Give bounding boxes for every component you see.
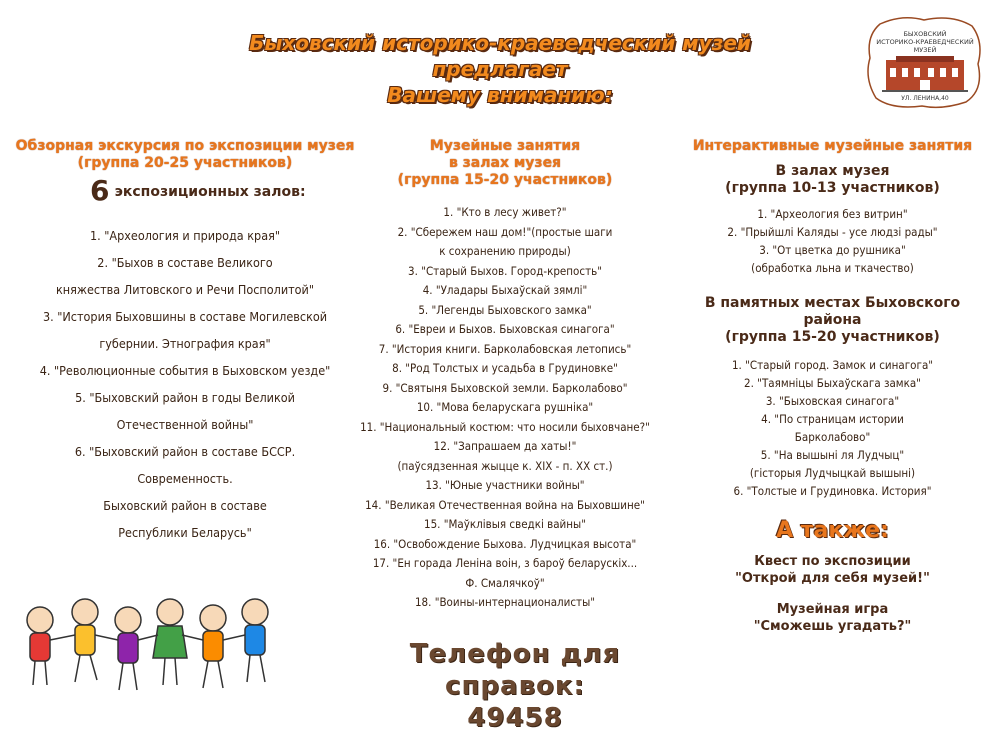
tour-header-2: (группа 20-25 участников) (77, 155, 293, 171)
halls-line (15, 174, 355, 208)
museum-lesson-item: 1. "Археология без витрин" (757, 207, 908, 221)
column-tour (15, 138, 355, 546)
hall-item: Современность. (137, 471, 233, 486)
hall-item: Отечественной войны" (116, 417, 254, 432)
sub2-title: В памятных местах Быховского района (704, 295, 961, 328)
lesson-item: 17. "Ен горада Леніна воін, з бароў беларускіх... (372, 556, 638, 570)
sub1-list (675, 205, 990, 277)
title-line-1: Быховский историко-краеведческий музей предлагает (249, 31, 751, 81)
hall-item: губернии. Этнография края" (99, 336, 271, 351)
museum-lesson-item: 2. "Прыйшлі Каляды - усе людзі рады" (727, 225, 938, 239)
phone-label: Телефон для справок: (409, 639, 621, 701)
hall-item: 1. "Археология и природа края" (89, 228, 281, 243)
lesson-item: (паўсядзенная жыцце к. XIX - п. XX ст.) (397, 458, 613, 473)
logo-address: УЛ. ЛЕНИНА,40 (901, 95, 949, 102)
lesson-item: 13. "Юные участники войны" (425, 478, 585, 492)
excursion-item: 3. "Быховская синагога" (765, 394, 900, 408)
museum-logo-icon (862, 12, 987, 112)
museum-lesson-item: (обработка льна и ткачество) (751, 261, 914, 275)
lesson-item: 16. "Освобождение Быхова. Лудчицкая высота" (373, 536, 637, 551)
excursion-item: Барколабово" (794, 430, 871, 444)
phone-block (355, 638, 675, 734)
game-line-2: "Сможешь угадать?" (753, 619, 912, 634)
quest-line-2: "Открой для себя музей!" (735, 571, 930, 586)
sub2-list (675, 356, 990, 500)
excursion-item: 2. "Таямніцы Быхаўскага замка" (744, 376, 921, 390)
logo-line-2: ИСТОРИКО-КРАЕВЕДЧЕСКИЙ (876, 38, 974, 46)
lesson-item: 5. "Легенды Быховского замка" (418, 302, 592, 317)
lesson-item: 1. "Кто в лесу живет?" (443, 205, 567, 219)
column-interactive (675, 138, 990, 635)
lesson-item: 6. "Евреи и Быхов. Быховская синагога" (395, 322, 615, 336)
hall-item: 3. "История Быховшины в составе Могилевской (42, 309, 328, 324)
lesson-item: 12. "Запрашаем да хаты!" (433, 439, 577, 453)
column-lessons (355, 138, 655, 613)
also-heading: А также: (776, 518, 889, 543)
lessons-header-2: в залах музея (448, 155, 562, 171)
page-title (200, 30, 800, 108)
tour-header-1: Обзорная экскурсия по экспозиции музея (15, 138, 355, 154)
game-line-1: Музейная игра (776, 602, 889, 617)
lessons-header-1: Музейные занятия (429, 138, 581, 154)
hall-item: 6. "Быховский район в составе БССР. (74, 444, 296, 459)
lesson-item: 3. "Старый Быхов. Город-крепость" (408, 263, 602, 278)
title-line-2: Вашему вниманию: (387, 83, 613, 107)
lesson-item: 11. "Национальный костюм: что носили быховчане?" (360, 419, 650, 434)
sub1-title: В залах музея (775, 163, 890, 179)
lesson-item: 2. "Сбережем наш дом!"(простые шаги (397, 224, 613, 239)
hall-item: Республики Беларусь" (118, 525, 252, 540)
halls-count: 6 (90, 174, 110, 207)
logo-line-3: МУЗЕЙ (913, 46, 937, 54)
excursion-item: (гісторыя Лудчыцкай вышыні) (749, 466, 916, 480)
interactive-header: Интерактивные музейные занятия (692, 138, 973, 154)
lesson-item: 4. "Уладары Быхаўскай зямлі" (422, 283, 588, 297)
lesson-item: 7. "История книги. Барколабовская летопись" (378, 341, 632, 356)
lessons-list (355, 203, 655, 613)
museum-lesson-item: 3. "От цветка до рушника" (759, 243, 906, 257)
logo-line-1: БЫХОВСКИЙ (903, 30, 947, 38)
lesson-item: 9. "Святыня Быховской земли. Барколабово" (382, 380, 628, 395)
halls-label: экспозиционных залов: (114, 184, 306, 200)
children-illustration-icon (15, 590, 280, 700)
quest-line-1: Квест по экспозиции (754, 554, 911, 569)
excursion-item: 4. "По страницам истории (761, 412, 904, 426)
hall-item: 2. "Быхов в составе Великого (97, 255, 273, 270)
hall-item: 5. "Быховский район в годы Великой (75, 390, 295, 405)
phone-number: 49458 (467, 703, 563, 733)
excursion-item: 5. "На вышыні ля Лудчыц" (760, 448, 905, 462)
sub1-group: (группа 10-13 участников) (725, 180, 940, 196)
hall-item: Быховский район в составе (103, 498, 267, 513)
sub2-group: (группа 15-20 участников) (725, 329, 940, 345)
lesson-item: 15. "Маўклівыя сведкі вайны" (424, 517, 586, 531)
lesson-item: Ф. Смалячкоў" (465, 575, 545, 590)
lesson-item: 18. "Воины-интернационалисты" (414, 595, 596, 609)
tour-halls-list (15, 222, 355, 546)
lesson-item: 8. "Род Толстых и усадьба в Грудиновке" (392, 361, 618, 375)
hall-item: княжества Литовского и Речи Посполитой" (55, 282, 315, 297)
hall-item: 4. "Революционные события в Быховском уезде" (39, 363, 331, 378)
lesson-item: 14. "Великая Отечественная война на Быховшине" (365, 497, 645, 512)
excursion-item: 1. "Старый город. Замок и синагога" (731, 358, 934, 372)
excursion-item: 6. "Толстые и Грудиновка. История" (733, 484, 932, 498)
lessons-header-3: (группа 15-20 участников) (397, 172, 613, 188)
lesson-item: к сохранению природы) (439, 244, 571, 258)
lesson-item: 10. "Мова беларускага рушніка" (416, 400, 594, 414)
